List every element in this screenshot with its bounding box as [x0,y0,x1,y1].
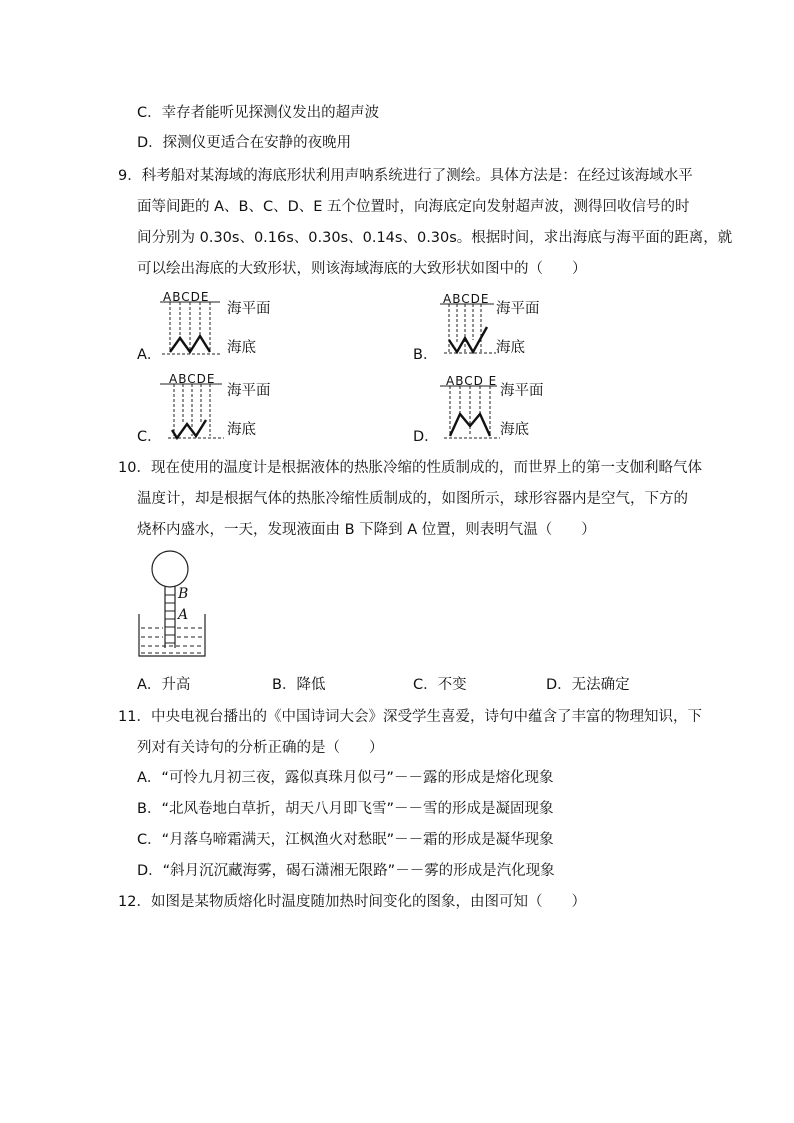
q9-stem-line4: 可以绘出海底的大致形状，则该海域海底的大致形状如图中的（ ） [137,261,587,277]
q10-label-a: A [178,607,189,623]
q9-a-seabed-label: 海底 [227,340,256,356]
q10-label-b: B [178,586,189,602]
q11-stem-line1: 11．中央电视台播出的《中国诗词大会》深受学生喜爱，诗句中蕴含了丰富的物理知识，下 [118,709,702,725]
q9-option-d-label: D． [413,429,439,445]
q9-option-b-label: B． [413,347,438,363]
q11-option-d: D．“斜月沉沉藏海雾，碣石潇湘无限路”－－雾的形成是汽化现象 [137,863,555,879]
q9-a-position-letters: ABCDE [163,290,210,304]
q11-option-c: C．“月落乌啼霜满天，江枫渔火对愁眠”－－霜的形成是凝华现象 [137,832,554,848]
q9-stem-line2: 面等间距的 A、B、C、D、E 五个位置时，向海底定向发射超声波，测得回收信号的时 [137,199,690,215]
q10-galileo-thermometer-figure [136,548,208,660]
q8-option-d: D．探测仪更适合在安静的夜晚用 [137,135,352,151]
q9-d-seabed-label: 海底 [500,422,529,438]
q9-a-sea-level-label: 海平面 [227,301,271,317]
q10-option-a: A．升高 [137,677,191,693]
q10-stem-line2: 温度计，却是根据气体的热胀冷缩性质制成的，如图所示，球形容器内是空气，下方的 [137,491,688,507]
q11-stem-line2: 列对有关诗句的分析正确的是（ ） [137,740,384,756]
q10-option-c: C．不变 [413,677,467,693]
q9-b-seabed-label: 海底 [496,340,525,356]
q9-stem-line1: 9．科考船对某海域的海底形状利用声呐系统进行了测绘。具体方法是：在经过该海域水平 [118,168,693,184]
q10-stem-line3: 烧杯内盛水，一天，发现液面由 B 下降到 A 位置，则表明气温（ ） [137,522,596,538]
q8-option-c: C．幸存者能听见探测仪发出的超声波 [137,105,380,121]
q9-option-a-label: A． [137,347,162,363]
q9-d-position-letters: ABCD E [446,374,498,388]
q11-option-a: A．“可怜九月初三夜，露似真珠月似弓”－－露的形成是熔化现象 [137,770,554,786]
q11-option-b: B．“北风卷地白草折，胡天八月即飞雪”－－雪的形成是凝固现象 [137,801,554,817]
q9-b-position-letters: ABCDE [443,292,490,306]
q9-diagram-b [440,302,500,357]
q10-stem-line1: 10．现在使用的温度计是根据液体的热胀冷缩的性质制成的，而世界上的第一支伽利略气体 [118,460,702,476]
q9-option-c-label: C． [137,429,162,445]
q9-diagram-c [160,382,225,442]
q9-c-position-letters: ABCDE [169,372,216,386]
q9-stem-line3: 间分别为 0.30s、0.16s、0.30s、0.14s、0.30s。根据时间，求出海底与海平面的距离，就 [137,230,733,246]
q9-diagram-d [440,384,505,444]
q9-c-seabed-label: 海底 [227,422,256,438]
q9-c-sea-level-label: 海平面 [227,383,271,399]
q10-option-b: B．降低 [272,677,326,693]
q9-diagram-a [160,300,225,360]
q9-b-sea-level-label: 海平面 [496,301,540,317]
q9-d-sea-level-label: 海平面 [500,383,544,399]
q10-option-d: D．无法确定 [546,677,630,693]
q12-stem-line1: 12．如图是某物质熔化时温度随加热时间变化的图象，由图可知（ ） [118,894,586,910]
